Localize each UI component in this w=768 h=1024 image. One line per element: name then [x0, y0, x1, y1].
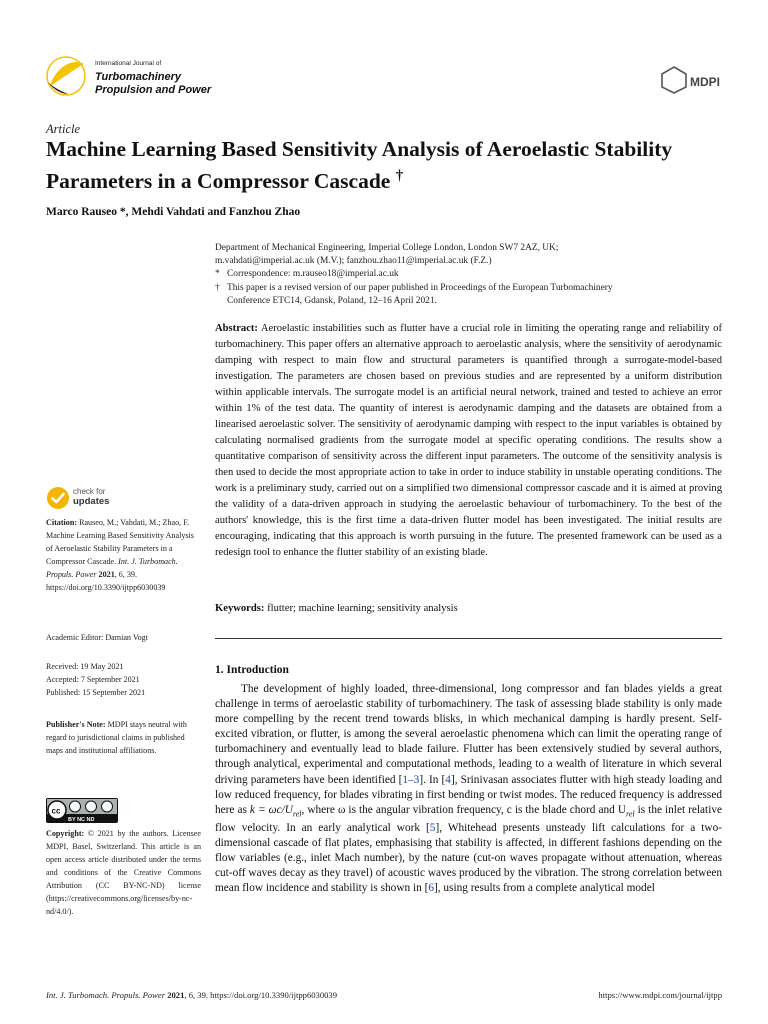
check-updates-line2: updates	[73, 496, 110, 507]
copyright-notice	[46, 827, 201, 918]
intro-text-b: ]. In [	[419, 773, 446, 786]
citation-label: Citation:	[46, 518, 78, 527]
creative-commons-license-icon[interactable]	[46, 798, 118, 823]
copyright-label: Copyright:	[46, 829, 85, 838]
date-received: Received: 19 May 2021	[46, 662, 124, 671]
check-updates-line1: check for	[73, 487, 106, 496]
publication-dates	[46, 660, 201, 699]
footer-citation	[46, 990, 337, 1000]
academic-editor: Academic Editor: Damian Vogt	[46, 633, 148, 642]
footer-journal-url[interactable]: https://www.mdpi.com/journal/ijtpp	[598, 990, 722, 1000]
intro-text-d: , where ω is the angular vibration frequency, c is the blade chord and U	[301, 803, 626, 816]
intro-text-f: ], Whitehead presents unsteady lift calculations for a two-dimensional cascade of flat plates, emphasising that stability is affected, in different fashions depending on the flow variables (e.g., inlet Mach number), by the nature (cut-on waves propagate without attenuation, whereas cut-off waves decay as they travel) of acoustic waves produced by the vibration. The strong correlation between mean flow incidence and stability is shown in [	[215, 822, 722, 895]
reference-link-4[interactable]: 4	[445, 773, 451, 786]
reduced-frequency-equation: k = ωc/U	[249, 803, 293, 816]
mdpi-logo-icon	[660, 66, 720, 94]
journal-name-line2: Propulsion and Power	[95, 84, 212, 96]
citation-block	[46, 516, 201, 594]
correspondence-text[interactable]: Correspondence: m.rauseo18@imperial.ac.uk	[227, 269, 399, 280]
journal-name-prefix: International Journal of	[95, 60, 162, 67]
intro-text-a: The development of highly loaded, three-dimensional, long compressor and fan blades yields a great challenge in terms of aeroelastic stability of turbomachinery. The task of assessing blade stability is only made more compelling by the recent trend towards blisks, in which mechanical damping is hardly present. Self-excited vibration, or flutter, is among the several aeroelastic phenomena which can limit the operating range of turbomachinery and eventually lead to blade failure. Flutter has been extensively studied by several authors, through analytical, experimental and computational methods, leading to a wealth of literature in which several driving parameters have been identified [	[215, 683, 722, 786]
check-for-updates-button[interactable]	[46, 486, 176, 512]
citation-journal: Int. J. Turbomach. Propuls. Power	[46, 557, 178, 579]
equation-subscript: rel	[292, 809, 302, 818]
correspondence-row	[215, 268, 735, 281]
svg-text:cc: cc	[51, 806, 61, 816]
keywords-text: flutter; machine learning; sensitivity analysis	[267, 603, 458, 614]
affiliation-emails[interactable]: m.vahdati@imperial.ac.uk (M.V.); fanzhou.zhao11@imperial.ac.uk (F.Z.)	[215, 256, 492, 267]
keywords	[215, 603, 722, 614]
reference-link-6[interactable]: 6	[428, 882, 434, 895]
correspondence-mark: *	[215, 269, 220, 280]
section-heading-introduction: 1. Introduction	[215, 664, 289, 676]
reference-link-5[interactable]: 5	[429, 822, 436, 835]
citation-text: Rauseo, M.; Vahdati, M.; Zhao, F. Machine Learning Based Sensitivity Analysis of Aeroelastic Stability Parameters in a Compressor Cascade.	[46, 518, 194, 566]
affiliation-dept: Department of Mechanical Engineering, Imperial College London, London SW7 2AZ, UK;	[215, 243, 559, 253]
author-list: Marco Rauseo *, Mehdi Vahdati and Fanzhou Zhao	[46, 206, 301, 218]
revised-note-row	[215, 282, 735, 308]
publisher-name: MDPI	[690, 75, 720, 89]
footer-year: 2021	[167, 990, 185, 1000]
check-updates-icon	[46, 486, 70, 510]
section-divider	[215, 638, 722, 639]
keywords-label: Keywords:	[215, 603, 265, 614]
journal-logo-icon	[46, 56, 86, 96]
revised-note-mark: †	[215, 282, 220, 293]
publishers-note-text: MDPI stays neutral with regard to jurisdictional claims in published maps and institutional affiliations.	[46, 720, 187, 755]
affiliations	[215, 242, 735, 308]
introduction-paragraph	[215, 682, 722, 897]
title-footnote-mark: †	[395, 168, 404, 184]
urel-subscript: rel	[626, 809, 635, 818]
cc-badge-text: BY NC ND	[68, 817, 95, 823]
copyright-text: © 2021 by the authors. Licensee MDPI, Basel, Switzerland. This article is an open access article distributed under the terms and conditions of the Creative Commons Attribution (CC BY-NC-ND) license (https://creativecommons.org/licenses/by-nc-nd/4.0/).	[46, 829, 201, 916]
publishers-note	[46, 718, 201, 757]
paper-title	[46, 136, 736, 195]
revised-note-line2: Conference ETC14, Gdansk, Poland, 12–16 April 2021.	[227, 295, 437, 306]
publishers-note-label: Publisher's Note:	[46, 720, 106, 729]
intro-text-c: ], Srinivasan associates flutter with high steady loading and low reduced frequency, for blades vibrating in first bending or twist modes. The reduced frequency is addressed here as	[215, 773, 722, 816]
intro-text-g: ], using results from a complete analytical model	[434, 882, 655, 895]
date-published: Published: 15 September 2021	[46, 688, 146, 697]
journal-name-line1: Turbomachinery	[95, 71, 181, 83]
abstract-text: Aeroelastic instabilities such as flutter have a crucial role in limiting the operating range and reliability of turbomachinery. This paper offers an alternative approach to aeroelastic analysis, where the sensitivity of aerodynamic damping with respect to main flow and structural parameters is quantified through a surrogate-model-based investigation. The parameters are chosen based on previous studies and are represented by a uniform distribution within applicable intervals. The surrogate model is an artificial neural network, trained and tested to achieve an error within 1% of the test data. The quantity of interest is aerodynamic damping and the datasets are obtained from a linearised aeroelastic solver. The sensitivity of aerodynamic damping with respect to the input variables is obtained by calculating normalised gradients from the surrogate model at specific operating conditions. The results show a quantitative comparison of sensitivity across the different input parameters. The outcome of the sensitivity analysis is then used to decide the most appropriate action to take in order to induce stability in unstable operating conditions. The work is a preliminary study, carried out on a simplified two dimensional compressor cascade and it is aimed at proving the validity of a data-driven approach in studying the aeroelastic behaviour of turbomachinery. To the best of the authors' knowledge, this is the first time a data-driven flutter model has been investigated. The initial results are encouraging, indicating that this approach is worth pursuing in the future. The presented framework can be used as a redesign tool to enhance the flutter stability of an existing blade.	[215, 323, 722, 558]
abstract-label: Abstract:	[215, 323, 258, 334]
footer-doi[interactable]: , 6, 39. https://doi.org/10.3390/ijtpp6030039	[184, 990, 338, 1000]
abstract	[215, 321, 722, 561]
paper-title-text: Machine Learning Based Sensitivity Analysis of Aeroelastic Stability Parameters in a Compressor Cascade	[46, 137, 673, 194]
citation-year: 2021	[98, 570, 115, 579]
citation-rest[interactable]: , 6, 39. https://doi.org/10.3390/ijtpp6030039	[46, 570, 166, 592]
footer-journal: Int. J. Turbomach. Propuls. Power	[46, 990, 166, 1000]
article-type: Article	[46, 122, 81, 136]
intro-text-e: is the inlet relative flow velocity. In an early analytical work [	[215, 803, 722, 835]
date-accepted: Accepted: 7 September 2021	[46, 675, 140, 684]
reference-link-1-3[interactable]: 1–3	[402, 773, 420, 786]
revised-note-line1: This paper is a revised version of our paper published in Proceedings of the European Turbomachinery	[227, 282, 613, 293]
